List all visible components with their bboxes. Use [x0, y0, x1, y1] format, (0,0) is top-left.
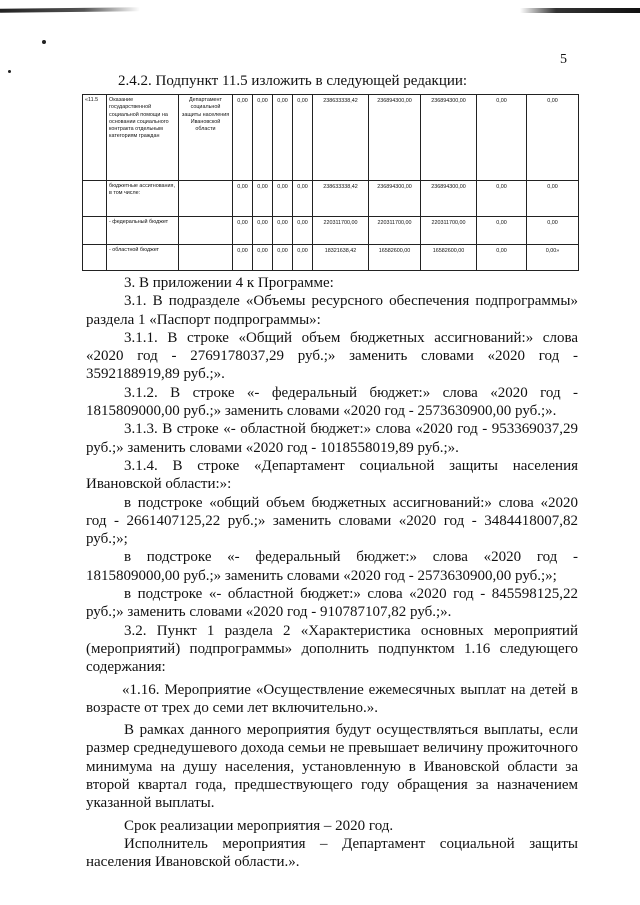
table-row — [83, 245, 579, 271]
value-cell: 0,00 — [273, 181, 293, 217]
value-cell: 0,00 — [293, 95, 313, 181]
value-cell: 236894300,00 — [421, 181, 477, 217]
scan-speck — [8, 70, 11, 73]
row-number — [83, 181, 107, 217]
value-cell: 0,00 — [527, 181, 579, 217]
paragraph: В рамках данного мероприятия будут осуществляться выплаты, если размер среднедушевого дохода семьи не превышает величину прожиточного минимума на душу населения, установленную в Ивановской области за второй квартал года, предшествующего году обращения за назначением указанной выплаты. — [86, 722, 578, 812]
value-cell: 0,00 — [253, 95, 273, 181]
table-row — [83, 95, 579, 181]
document-body — [86, 274, 578, 872]
value-cell: 0,00 — [527, 217, 579, 245]
value-cell: 0,00 — [293, 245, 313, 271]
paragraph: «1.16. Мероприятие «Осуществление ежемесячных выплат на детей в возрасте от трех до семи лет включительно.». — [86, 681, 578, 716]
value-cell: 18321638,42 — [313, 245, 369, 271]
section-heading: 2.4.2. Подпункт 11.5 изложить в следующей редакции: — [118, 73, 468, 89]
value-cell: 0,00 — [273, 217, 293, 245]
row-department — [179, 245, 233, 271]
value-cell: 0,00 — [253, 245, 273, 271]
paragraph: Срок реализации мероприятия – 2020 год. — [124, 817, 394, 834]
row-number — [83, 245, 107, 271]
scan-edge-mark-right — [520, 8, 640, 13]
paragraph: 3.1.2. В строке «- федеральный бюджет:» слова «2020 год - 1815809000,00 руб.;» заменить словами «2020 год - 2573630900,00 руб.;». — [86, 384, 578, 420]
value-cell: 0,00 — [293, 217, 313, 245]
row-number — [83, 217, 107, 245]
row-department: Департамент социальной защиты населения Ивановской области — [179, 95, 233, 181]
value-cell: 0,00 — [253, 217, 273, 245]
value-cell: 0,00 — [233, 95, 253, 181]
program-table — [82, 94, 579, 271]
scan-speck — [42, 40, 46, 44]
paragraph: 3.1.3. В строке «- областной бюджет:» слова «2020 год - 953369037,29 руб.;» заменить словами «2020 год - 1018558019,89 руб.;». — [86, 421, 578, 456]
paragraph: в подстроке «- федеральный бюджет:» слова «2020 год - 1815809000,00 руб.;» заменить словами «2020 год - 2573630900,00 руб.;»; — [86, 549, 578, 584]
row-name: - федеральный бюджет — [107, 217, 179, 245]
paragraph: 3.2. Пункт 1 раздела 2 «Характеристика основных мероприятий (мероприятий) подпрограммы» дополнить подпунктом 1.16 следующего содержания: — [86, 622, 578, 676]
value-cell: 238633338,42 — [313, 181, 369, 217]
table-row — [83, 181, 579, 217]
value-cell: 0,00 — [233, 181, 253, 217]
value-cell: 0,00 — [477, 95, 527, 181]
value-cell: 220311700,00 — [369, 217, 421, 245]
paragraph: 3. В приложении 4 к Программе: — [124, 275, 334, 291]
value-cell: 0,00 — [477, 217, 527, 245]
table-row — [83, 217, 579, 245]
value-cell: 0,00 — [233, 245, 253, 271]
paragraph: в подстроке «общий объем бюджетных ассигнований:» слова «2020 год - 2661407125,22 руб.;» заменить словами «2020 год - 3484418007,82 руб.;»; — [86, 494, 578, 548]
value-cell: 0,00 — [273, 95, 293, 181]
row-name: бюджетные ассигнования, в том числе: — [107, 181, 179, 217]
row-name: Оказание государственной социальной помощи на основании социального контракта отдельным категориям граждан — [107, 95, 179, 181]
value-cell: 0,00 — [253, 181, 273, 217]
value-cell: 0,00 — [477, 181, 527, 217]
value-cell: 236894300,00 — [421, 95, 477, 181]
paragraph: 3.1.4. В строке «Департамент социальной защиты населения Ивановской области:»: — [86, 457, 578, 493]
value-cell: 0,00» — [527, 245, 579, 271]
row-department — [179, 217, 233, 245]
row-number: «11.5 — [83, 95, 107, 181]
value-cell: 0,00 — [233, 217, 253, 245]
value-cell: 236894300,00 — [369, 95, 421, 181]
value-cell: 16582600,00 — [369, 245, 421, 271]
page-number: 5 — [560, 52, 567, 67]
value-cell: 220311700,00 — [421, 217, 477, 245]
value-cell: 16582600,00 — [421, 245, 477, 271]
row-name: - областной бюджет — [107, 245, 179, 271]
paragraph: в подстроке «- областной бюджет:» слова «2020 год - 845598125,22 руб.;» заменить словами «2020 год - 910787107,82 руб.;». — [86, 586, 578, 621]
paragraph: Исполнитель мероприятия – Департамент социальной защиты населения Ивановской области.». — [86, 835, 578, 871]
value-cell: 0,00 — [527, 95, 579, 181]
paragraph: 3.1. В подразделе «Объемы ресурсного обеспечения подпрограммы» раздела 1 «Паспорт подпрограммы»: — [86, 293, 578, 328]
value-cell: 0,00 — [293, 181, 313, 217]
value-cell: 0,00 — [273, 245, 293, 271]
value-cell: 238633338,42 — [313, 95, 369, 181]
paragraph: 3.1.1. В строке «Общий объем бюджетных ассигнований:» слова «2020 год - 2769178037,29 руб.;» заменить словами «2020 год - 3592188919,89 руб.;». — [86, 329, 578, 383]
value-cell: 236894300,00 — [369, 181, 421, 217]
value-cell: 0,00 — [477, 245, 527, 271]
value-cell: 220311700,00 — [313, 217, 369, 245]
row-department — [179, 181, 233, 217]
scan-edge-mark-left — [0, 7, 140, 12]
